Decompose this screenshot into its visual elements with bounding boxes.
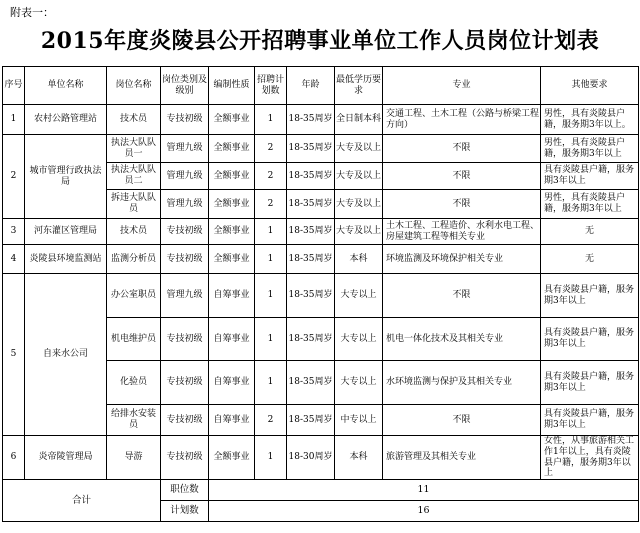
major-requirement: 环境监测及环境保护相关专业 xyxy=(383,245,541,274)
education-requirement: 大专及以上 xyxy=(335,190,383,219)
row-number: 4 xyxy=(3,245,25,274)
major-requirement: 土木工程、工程造价、水利水电工程、房屋建筑工程等相关专业 xyxy=(383,219,541,245)
other-requirement: 具有炎陵县户籍，服务期3年以上 xyxy=(541,274,639,318)
plan-count: 2 xyxy=(255,135,287,163)
post-name: 技术员 xyxy=(107,105,161,135)
education-requirement: 大专及以上 xyxy=(335,219,383,245)
staffing-nature: 全额事业 xyxy=(209,163,255,190)
major-requirement: 机电一体化技术及其相关专业 xyxy=(383,318,541,361)
major-requirement: 不限 xyxy=(383,405,541,436)
post-category: 管理九级 xyxy=(161,190,209,219)
post-name: 导游 xyxy=(107,436,161,480)
post-category: 专技初级 xyxy=(161,245,209,274)
post-name: 化验员 xyxy=(107,361,161,405)
total-row xyxy=(3,480,639,501)
post-category: 专技初级 xyxy=(161,105,209,135)
plan-label: 计划数 xyxy=(161,501,209,522)
education-requirement: 大专以上 xyxy=(335,318,383,361)
major-requirement: 旅游管理及其相关专业 xyxy=(383,436,541,480)
age-requirement: 18-35周岁 xyxy=(287,361,335,405)
table-row xyxy=(3,219,639,245)
header-cell: 岗位名称 xyxy=(107,67,161,105)
major-requirement: 不限 xyxy=(383,135,541,163)
other-requirement: 女性，从事旅游相关工作1年以上，具有炎陵县户籍，服务期3年以上 xyxy=(541,436,639,480)
education-requirement: 大专及以上 xyxy=(335,163,383,190)
other-requirement: 具有炎陵县户籍，服务期3年以上 xyxy=(541,405,639,436)
education-requirement: 本科 xyxy=(335,245,383,274)
other-requirement: 具有炎陵县户籍，服务期3年以上 xyxy=(541,318,639,361)
major-requirement: 不限 xyxy=(383,190,541,219)
other-requirement: 男性，具有炎陵县户籍，服务期3年以上 xyxy=(541,190,639,219)
header-cell: 单位名称 xyxy=(25,67,107,105)
plan-count: 1 xyxy=(255,361,287,405)
other-requirement: 无 xyxy=(541,219,639,245)
table-row xyxy=(3,245,639,274)
row-number: 6 xyxy=(3,436,25,480)
unit-name: 炎陵县环境监测站 xyxy=(25,245,107,274)
table-row xyxy=(3,274,639,318)
major-requirement: 交通工程、土木工程（公路与桥梁工程方向） xyxy=(383,105,541,135)
staffing-nature: 全额事业 xyxy=(209,436,255,480)
header-cell: 岗位类别及级别 xyxy=(161,67,209,105)
staffing-nature: 自筹事业 xyxy=(209,361,255,405)
education-requirement: 全日制本科 xyxy=(335,105,383,135)
other-requirement: 无 xyxy=(541,245,639,274)
staffing-nature: 全额事业 xyxy=(209,245,255,274)
staffing-nature: 全额事业 xyxy=(209,190,255,219)
plan-value: 16 xyxy=(209,501,639,522)
major-requirement: 不限 xyxy=(383,274,541,318)
header-cell: 编制性质 xyxy=(209,67,255,105)
unit-name: 河东灌区管理局 xyxy=(25,219,107,245)
unit-name: 自来水公司 xyxy=(25,274,107,436)
education-requirement: 大专及以上 xyxy=(335,135,383,163)
staffing-nature: 自筹事业 xyxy=(209,318,255,361)
plan-count: 2 xyxy=(255,163,287,190)
post-name: 技术员 xyxy=(107,219,161,245)
other-requirement: 具有炎陵县户籍，服务期3年以上 xyxy=(541,361,639,405)
education-requirement: 本科 xyxy=(335,436,383,480)
header-cell: 序号 xyxy=(3,67,25,105)
post-category: 专技初级 xyxy=(161,436,209,480)
post-category: 管理九级 xyxy=(161,135,209,163)
unit-name: 农村公路管理站 xyxy=(25,105,107,135)
positions-value: 11 xyxy=(209,480,639,501)
age-requirement: 18-35周岁 xyxy=(287,219,335,245)
post-category: 专技初级 xyxy=(161,361,209,405)
plan-count: 1 xyxy=(255,105,287,135)
post-category: 管理九级 xyxy=(161,163,209,190)
post-name: 执法大队队员一 xyxy=(107,135,161,163)
staffing-nature: 自筹事业 xyxy=(209,274,255,318)
recruitment-plan-table xyxy=(2,66,639,522)
table-row xyxy=(3,436,639,480)
table-row xyxy=(3,105,639,135)
staffing-nature: 自筹事业 xyxy=(209,405,255,436)
post-name: 办公室职员 xyxy=(107,274,161,318)
major-requirement: 不限 xyxy=(383,163,541,190)
age-requirement: 18-35周岁 xyxy=(287,405,335,436)
row-number: 5 xyxy=(3,274,25,436)
post-category: 专技初级 xyxy=(161,219,209,245)
page-title: 2015年度炎陵县公开招聘事业单位工作人员岗位计划表 xyxy=(40,28,600,54)
plan-count: 1 xyxy=(255,274,287,318)
post-name: 执法大队队员二 xyxy=(107,163,161,190)
post-name: 机电维护员 xyxy=(107,318,161,361)
age-requirement: 18-35周岁 xyxy=(287,190,335,219)
post-category: 专技初级 xyxy=(161,318,209,361)
education-requirement: 大专以上 xyxy=(335,361,383,405)
age-requirement: 18-35周岁 xyxy=(287,135,335,163)
other-requirement: 男性，具有炎陵县户籍，服务期3年以上 xyxy=(541,135,639,163)
other-requirement: 具有炎陵县户籍，服务期3年以上 xyxy=(541,163,639,190)
row-number: 1 xyxy=(3,105,25,135)
unit-name: 城市管理行政执法局 xyxy=(25,135,107,219)
post-category: 专技初级 xyxy=(161,405,209,436)
age-requirement: 18-35周岁 xyxy=(287,245,335,274)
row-number: 2 xyxy=(3,135,25,219)
age-requirement: 18-35周岁 xyxy=(287,318,335,361)
header-row xyxy=(3,67,639,105)
table-row xyxy=(3,135,639,163)
header-cell: 专业 xyxy=(383,67,541,105)
header-cell: 招聘计划数 xyxy=(255,67,287,105)
row-number: 3 xyxy=(3,219,25,245)
unit-name: 炎帝陵管理局 xyxy=(25,436,107,480)
post-name: 监测分析员 xyxy=(107,245,161,274)
plan-count: 1 xyxy=(255,219,287,245)
age-requirement: 18-30周岁 xyxy=(287,436,335,480)
staffing-nature: 全额事业 xyxy=(209,105,255,135)
plan-count: 2 xyxy=(255,190,287,219)
header-cell: 年龄 xyxy=(287,67,335,105)
education-requirement: 大专以上 xyxy=(335,274,383,318)
staffing-nature: 全额事业 xyxy=(209,135,255,163)
annex-label: 附表一： xyxy=(10,6,54,19)
major-requirement: 水环境监测与保护及其相关专业 xyxy=(383,361,541,405)
staffing-nature: 全额事业 xyxy=(209,219,255,245)
table-body xyxy=(3,105,639,480)
post-name: 拆违大队队员 xyxy=(107,190,161,219)
plan-count: 2 xyxy=(255,405,287,436)
post-category: 管理九级 xyxy=(161,274,209,318)
header-cell: 其他要求 xyxy=(541,67,639,105)
age-requirement: 18-35周岁 xyxy=(287,274,335,318)
plan-count: 1 xyxy=(255,318,287,361)
education-requirement: 中专以上 xyxy=(335,405,383,436)
plan-count: 1 xyxy=(255,245,287,274)
plan-count: 1 xyxy=(255,436,287,480)
age-requirement: 18-35周岁 xyxy=(287,105,335,135)
post-name: 给排水安装员 xyxy=(107,405,161,436)
positions-label: 职位数 xyxy=(161,480,209,501)
other-requirement: 男性，具有炎陵县户籍，服务期3年以上。 xyxy=(541,105,639,135)
header-cell: 最低学历要求 xyxy=(335,67,383,105)
age-requirement: 18-35周岁 xyxy=(287,163,335,190)
total-label: 合计 xyxy=(3,480,161,522)
